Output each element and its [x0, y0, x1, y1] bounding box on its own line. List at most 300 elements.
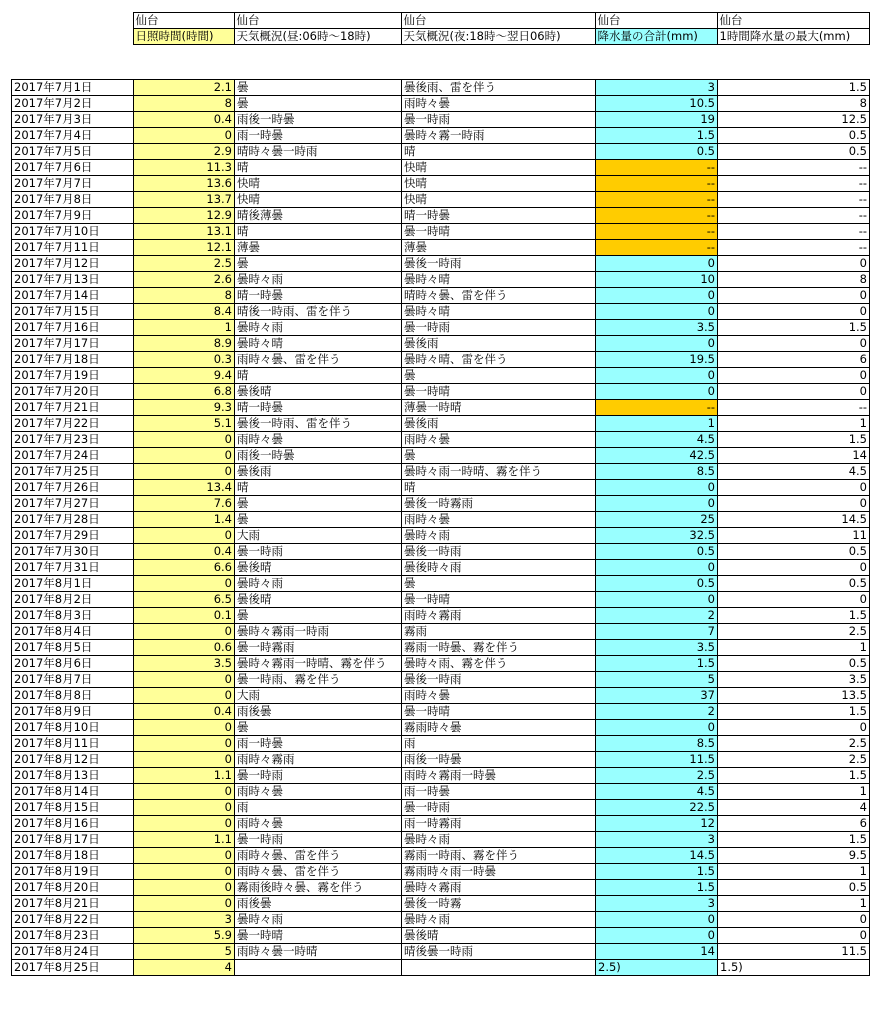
night-weather-cell: 雨時々霧雨一時曇: [402, 768, 596, 784]
day-weather-cell: 薄曇: [235, 240, 402, 256]
day-weather-cell: 晴: [235, 368, 402, 384]
day-weather-cell: 雨後曇: [235, 704, 402, 720]
night-weather-cell: 雨一時曇: [402, 784, 596, 800]
table-row: [12, 480, 870, 496]
precip-total-cell: 0: [596, 560, 718, 576]
precip-max-cell: 1: [718, 864, 870, 880]
precip-total-cell: 19.5: [596, 352, 718, 368]
night-weather-cell: 霧雨: [402, 624, 596, 640]
date-cell: 2017年8月12日: [12, 752, 134, 768]
table-row: [12, 464, 870, 480]
precip-max-cell: 3.5: [718, 672, 870, 688]
header-corner: [11, 13, 133, 29]
night-weather-cell: 曇後雨: [402, 336, 596, 352]
table-row: [12, 576, 870, 592]
precip-total-cell: 1.5: [596, 128, 718, 144]
precip-total-cell: 0: [596, 928, 718, 944]
date-cell: 2017年7月7日: [12, 176, 134, 192]
day-weather-cell: 晴: [235, 224, 402, 240]
sunshine-cell: 1.1: [134, 832, 235, 848]
date-cell: 2017年7月22日: [12, 416, 134, 432]
sunshine-cell: 7.6: [134, 496, 235, 512]
precip-max-cell: --: [718, 208, 870, 224]
table-row: [12, 304, 870, 320]
day-weather-cell: 曇後一時雨、雷を伴う: [235, 416, 402, 432]
header-day-weather: 天気概況(昼:06時〜18時): [234, 29, 401, 45]
table-row: [12, 960, 870, 976]
day-weather-cell: 雨一時曇: [235, 128, 402, 144]
precip-max-cell: 11: [718, 528, 870, 544]
precip-total-cell: 0: [596, 368, 718, 384]
table-row: [12, 240, 870, 256]
precip-total-cell: 22.5: [596, 800, 718, 816]
date-cell: 2017年8月11日: [12, 736, 134, 752]
precip-total-cell: 2: [596, 608, 718, 624]
table-row: [12, 688, 870, 704]
date-cell: 2017年8月24日: [12, 944, 134, 960]
sunshine-cell: 0: [134, 432, 235, 448]
precip-max-cell: 4: [718, 800, 870, 816]
precip-max-cell: 1.5: [718, 80, 870, 96]
table-row: [12, 448, 870, 464]
precip-total-cell: --: [596, 224, 718, 240]
sunshine-cell: 13.7: [134, 192, 235, 208]
precip-max-cell: 1: [718, 784, 870, 800]
table-row: [12, 592, 870, 608]
table-row: [12, 320, 870, 336]
night-weather-cell: 曇一時晴: [402, 384, 596, 400]
table-row: [12, 784, 870, 800]
precip-total-cell: 0: [596, 288, 718, 304]
night-weather-cell: 曇一時晴: [402, 224, 596, 240]
night-weather-cell: 晴一時曇: [402, 208, 596, 224]
day-weather-cell: 曇時々雨: [235, 576, 402, 592]
precip-total-cell: 3: [596, 896, 718, 912]
day-weather-cell: 曇: [235, 512, 402, 528]
sunshine-cell: 0.1: [134, 608, 235, 624]
sunshine-cell: 11.3: [134, 160, 235, 176]
sunshine-cell: 0: [134, 848, 235, 864]
sunshine-cell: 0: [134, 800, 235, 816]
sunshine-cell: 13.4: [134, 480, 235, 496]
date-cell: 2017年7月3日: [12, 112, 134, 128]
sunshine-cell: 8: [134, 96, 235, 112]
precip-max-cell: 2.5: [718, 752, 870, 768]
day-weather-cell: 雨時々曇: [235, 784, 402, 800]
precip-max-cell: 1: [718, 896, 870, 912]
day-weather-cell: 曇時々雨: [235, 272, 402, 288]
precip-max-cell: 8: [718, 272, 870, 288]
date-cell: 2017年8月13日: [12, 768, 134, 784]
night-weather-cell: 曇後一時雨: [402, 544, 596, 560]
day-weather-cell: 曇時々霧雨一時晴、霧を伴う: [235, 656, 402, 672]
sunshine-cell: 2.1: [134, 80, 235, 96]
table-row: [12, 192, 870, 208]
table-row: [12, 176, 870, 192]
table-row: [12, 352, 870, 368]
night-weather-cell: 雨時々曇: [402, 688, 596, 704]
night-weather-cell: 雨: [402, 736, 596, 752]
header-table: [11, 12, 870, 45]
precip-max-cell: 0: [718, 336, 870, 352]
table-row: [12, 816, 870, 832]
night-weather-cell: 霧雨一時雨、霧を伴う: [402, 848, 596, 864]
precip-total-cell: 14.5: [596, 848, 718, 864]
date-cell: 2017年7月25日: [12, 464, 134, 480]
date-cell: 2017年7月10日: [12, 224, 134, 240]
night-weather-cell: 薄曇一時晴: [402, 400, 596, 416]
date-cell: 2017年7月4日: [12, 128, 134, 144]
precip-total-cell: 5: [596, 672, 718, 688]
table-row: [12, 384, 870, 400]
precip-max-cell: 0: [718, 384, 870, 400]
day-weather-cell: 曇: [235, 96, 402, 112]
precip-total-cell: 3.5: [596, 320, 718, 336]
table-row: [12, 400, 870, 416]
date-cell: 2017年7月29日: [12, 528, 134, 544]
precip-max-cell: 4.5: [718, 464, 870, 480]
precip-max-cell: 1.5: [718, 608, 870, 624]
precip-total-cell: 0: [596, 480, 718, 496]
day-weather-cell: 雨後一時曇: [235, 112, 402, 128]
table-row: [12, 768, 870, 784]
night-weather-cell: 霧雨時々雨一時曇: [402, 864, 596, 880]
precip-total-cell: 42.5: [596, 448, 718, 464]
table-row: [12, 720, 870, 736]
precip-max-cell: --: [718, 192, 870, 208]
date-cell: 2017年8月18日: [12, 848, 134, 864]
table-row: [12, 880, 870, 896]
precip-total-cell: 0.5: [596, 544, 718, 560]
night-weather-cell: [402, 960, 596, 976]
day-weather-cell: 曇後晴: [235, 560, 402, 576]
table-row: [12, 848, 870, 864]
sunshine-cell: 0: [134, 784, 235, 800]
day-weather-cell: 晴一時曇: [235, 288, 402, 304]
header-station: 仙台: [133, 13, 234, 29]
sunshine-cell: 6.6: [134, 560, 235, 576]
precip-total-cell: 0: [596, 496, 718, 512]
table-row: [12, 416, 870, 432]
day-weather-cell: 雨時々曇、雷を伴う: [235, 352, 402, 368]
precip-max-cell: 14: [718, 448, 870, 464]
header-night-weather: 天気概況(夜:18時〜翌日06時): [401, 29, 595, 45]
table-row: [12, 800, 870, 816]
date-cell: 2017年8月16日: [12, 816, 134, 832]
day-weather-cell: 快晴: [235, 176, 402, 192]
precip-max-cell: 0.5: [718, 544, 870, 560]
sunshine-cell: 9.3: [134, 400, 235, 416]
day-weather-cell: 曇後雨: [235, 464, 402, 480]
night-weather-cell: 晴後曇一時雨: [402, 944, 596, 960]
date-cell: 2017年8月25日: [12, 960, 134, 976]
sunshine-cell: 6.5: [134, 592, 235, 608]
sunshine-cell: 2.5: [134, 256, 235, 272]
table-row: [12, 336, 870, 352]
date-cell: 2017年7月23日: [12, 432, 134, 448]
header-station: 仙台: [401, 13, 595, 29]
night-weather-cell: 曇時々晴: [402, 304, 596, 320]
table-row: [12, 288, 870, 304]
precip-total-cell: 7: [596, 624, 718, 640]
precip-total-cell: 0: [596, 256, 718, 272]
precip-max-cell: 6: [718, 816, 870, 832]
day-weather-cell: 晴後一時雨、雷を伴う: [235, 304, 402, 320]
night-weather-cell: 曇時々雨: [402, 832, 596, 848]
date-cell: 2017年8月23日: [12, 928, 134, 944]
precip-max-cell: 0: [718, 288, 870, 304]
precip-max-cell: 1.5: [718, 320, 870, 336]
header-column-row: [11, 29, 869, 45]
day-weather-cell: 雨時々曇、雷を伴う: [235, 848, 402, 864]
date-cell: 2017年7月26日: [12, 480, 134, 496]
precip-max-cell: 1: [718, 640, 870, 656]
precip-total-cell: 0: [596, 304, 718, 320]
precip-max-cell: 0.5: [718, 576, 870, 592]
precip-total-cell: --: [596, 208, 718, 224]
day-weather-cell: 曇一時晴: [235, 928, 402, 944]
day-weather-cell: 雨時々曇、雷を伴う: [235, 864, 402, 880]
precip-total-cell: 8.5: [596, 464, 718, 480]
table-row: [12, 608, 870, 624]
weather-data-body: [12, 80, 870, 976]
night-weather-cell: 曇時々雨、霧を伴う: [402, 656, 596, 672]
sunshine-cell: 0: [134, 464, 235, 480]
precip-max-cell: 1.5: [718, 704, 870, 720]
night-weather-cell: 曇後雨、雷を伴う: [402, 80, 596, 96]
precip-total-cell: 1.5: [596, 864, 718, 880]
precip-max-cell: 0.5: [718, 880, 870, 896]
precip-total-cell: 1.5: [596, 656, 718, 672]
date-cell: 2017年8月5日: [12, 640, 134, 656]
sunshine-cell: 0: [134, 528, 235, 544]
sunshine-cell: 4: [134, 960, 235, 976]
night-weather-cell: 曇時々雨: [402, 528, 596, 544]
night-weather-cell: 曇時々晴、雷を伴う: [402, 352, 596, 368]
date-cell: 2017年8月2日: [12, 592, 134, 608]
precip-total-cell: 32.5: [596, 528, 718, 544]
day-weather-cell: 雨時々曇一時晴: [235, 944, 402, 960]
precip-max-cell: 13.5: [718, 688, 870, 704]
sunshine-cell: 12.1: [134, 240, 235, 256]
header-station: 仙台: [717, 13, 869, 29]
precip-max-cell: 2.5: [718, 624, 870, 640]
night-weather-cell: 快晴: [402, 176, 596, 192]
table-row: [12, 80, 870, 96]
sunshine-cell: 13.1: [134, 224, 235, 240]
day-weather-cell: 雨一時曇: [235, 736, 402, 752]
sunshine-cell: 5: [134, 944, 235, 960]
table-row: [12, 368, 870, 384]
night-weather-cell: 曇: [402, 448, 596, 464]
day-weather-cell: 晴: [235, 160, 402, 176]
precip-total-cell: 4.5: [596, 432, 718, 448]
header-precip-max: 1時間降水量の最大(mm): [717, 29, 869, 45]
day-weather-cell: 雨後一時曇: [235, 448, 402, 464]
night-weather-cell: 曇後一時霧雨: [402, 496, 596, 512]
header-corner: [11, 29, 133, 45]
night-weather-cell: 曇一時晴: [402, 592, 596, 608]
date-cell: 2017年7月24日: [12, 448, 134, 464]
day-weather-cell: 曇一時雨、霧を伴う: [235, 672, 402, 688]
day-weather-cell: 曇: [235, 496, 402, 512]
precip-total-cell: 11.5: [596, 752, 718, 768]
header-station: 仙台: [234, 13, 401, 29]
date-cell: 2017年7月27日: [12, 496, 134, 512]
day-weather-cell: [235, 960, 402, 976]
night-weather-cell: 曇後一時雨: [402, 672, 596, 688]
night-weather-cell: 曇: [402, 368, 596, 384]
night-weather-cell: 薄曇: [402, 240, 596, 256]
table-row: [12, 560, 870, 576]
date-cell: 2017年8月17日: [12, 832, 134, 848]
precip-max-cell: 6: [718, 352, 870, 368]
sunshine-cell: 0.4: [134, 704, 235, 720]
precip-max-cell: --: [718, 240, 870, 256]
precip-total-cell: --: [596, 192, 718, 208]
precip-total-cell: 2.5): [596, 960, 718, 976]
night-weather-cell: 曇後時々雨: [402, 560, 596, 576]
date-cell: 2017年8月10日: [12, 720, 134, 736]
precip-total-cell: --: [596, 160, 718, 176]
date-cell: 2017年8月21日: [12, 896, 134, 912]
precip-total-cell: 37: [596, 688, 718, 704]
table-row: [12, 496, 870, 512]
precip-total-cell: 1.5: [596, 880, 718, 896]
day-weather-cell: 曇一時霧雨: [235, 640, 402, 656]
precip-total-cell: 0: [596, 592, 718, 608]
sunshine-cell: 3: [134, 912, 235, 928]
header-sunshine: 日照時間(時間): [133, 29, 234, 45]
precip-max-cell: 11.5: [718, 944, 870, 960]
table-row: [12, 144, 870, 160]
sunshine-cell: 0: [134, 688, 235, 704]
day-weather-cell: 雨後曇: [235, 896, 402, 912]
date-cell: 2017年8月15日: [12, 800, 134, 816]
day-weather-cell: 曇一時雨: [235, 832, 402, 848]
precip-max-cell: 14.5: [718, 512, 870, 528]
precip-max-cell: 1.5): [718, 960, 870, 976]
sunshine-cell: 2.9: [134, 144, 235, 160]
weather-data-table: [11, 79, 870, 976]
precip-max-cell: --: [718, 224, 870, 240]
table-row: [12, 928, 870, 944]
table-row: [12, 96, 870, 112]
date-cell: 2017年7月31日: [12, 560, 134, 576]
day-weather-cell: 曇時々霧雨一時雨: [235, 624, 402, 640]
date-cell: 2017年7月5日: [12, 144, 134, 160]
precip-total-cell: --: [596, 240, 718, 256]
sunshine-cell: 0: [134, 896, 235, 912]
sunshine-cell: 13.6: [134, 176, 235, 192]
day-weather-cell: 曇一時雨: [235, 544, 402, 560]
sunshine-cell: 0.6: [134, 640, 235, 656]
night-weather-cell: 曇一時晴: [402, 704, 596, 720]
precip-max-cell: 0: [718, 928, 870, 944]
day-weather-cell: 大雨: [235, 528, 402, 544]
day-weather-cell: 晴一時曇: [235, 400, 402, 416]
table-row: [12, 112, 870, 128]
date-cell: 2017年8月1日: [12, 576, 134, 592]
precip-max-cell: 2.5: [718, 736, 870, 752]
sunshine-cell: 0: [134, 448, 235, 464]
day-weather-cell: 曇一時雨: [235, 768, 402, 784]
night-weather-cell: 曇時々雨: [402, 912, 596, 928]
night-weather-cell: 雨時々曇: [402, 512, 596, 528]
sunshine-cell: 12.9: [134, 208, 235, 224]
day-weather-cell: 大雨: [235, 688, 402, 704]
day-weather-cell: 晴時々曇一時雨: [235, 144, 402, 160]
date-cell: 2017年8月3日: [12, 608, 134, 624]
table-row: [12, 160, 870, 176]
sunshine-cell: 5.1: [134, 416, 235, 432]
precip-max-cell: 8: [718, 96, 870, 112]
sunshine-cell: 0: [134, 880, 235, 896]
night-weather-cell: 雨後一時曇: [402, 752, 596, 768]
table-row: [12, 736, 870, 752]
table-row: [12, 432, 870, 448]
precip-max-cell: 0: [718, 592, 870, 608]
date-cell: 2017年8月4日: [12, 624, 134, 640]
night-weather-cell: 晴時々曇、雷を伴う: [402, 288, 596, 304]
table-row: [12, 224, 870, 240]
day-weather-cell: 雨: [235, 800, 402, 816]
table-row: [12, 272, 870, 288]
sunshine-cell: 5.9: [134, 928, 235, 944]
table-row: [12, 896, 870, 912]
day-weather-cell: 曇後晴: [235, 592, 402, 608]
sunshine-cell: 0: [134, 736, 235, 752]
precip-max-cell: 0: [718, 720, 870, 736]
sunshine-cell: 0: [134, 816, 235, 832]
day-weather-cell: 曇時々雨: [235, 912, 402, 928]
precip-max-cell: 0: [718, 480, 870, 496]
sunshine-cell: 1.4: [134, 512, 235, 528]
night-weather-cell: 曇一時雨: [402, 320, 596, 336]
night-weather-cell: 霧雨時々曇: [402, 720, 596, 736]
precip-total-cell: 0: [596, 384, 718, 400]
night-weather-cell: 曇後雨: [402, 416, 596, 432]
sunshine-cell: 2.6: [134, 272, 235, 288]
precip-total-cell: 19: [596, 112, 718, 128]
date-cell: 2017年7月11日: [12, 240, 134, 256]
precip-total-cell: 8.5: [596, 736, 718, 752]
sunshine-cell: 8.4: [134, 304, 235, 320]
date-cell: 2017年7月6日: [12, 160, 134, 176]
precip-total-cell: 2.5: [596, 768, 718, 784]
night-weather-cell: 曇後一時霧: [402, 896, 596, 912]
precip-total-cell: 4.5: [596, 784, 718, 800]
date-cell: 2017年7月21日: [12, 400, 134, 416]
table-row: [12, 128, 870, 144]
table-row: [12, 208, 870, 224]
sunshine-cell: 0.4: [134, 544, 235, 560]
table-row: [12, 656, 870, 672]
sunshine-cell: 0.4: [134, 112, 235, 128]
table-row: [12, 624, 870, 640]
precip-max-cell: 0: [718, 256, 870, 272]
night-weather-cell: 曇時々雨一時晴、霧を伴う: [402, 464, 596, 480]
table-row: [12, 672, 870, 688]
table-row: [12, 528, 870, 544]
date-cell: 2017年7月12日: [12, 256, 134, 272]
night-weather-cell: 曇時々晴: [402, 272, 596, 288]
precip-total-cell: --: [596, 176, 718, 192]
sunshine-cell: 6.8: [134, 384, 235, 400]
night-weather-cell: 曇一時雨: [402, 800, 596, 816]
sunshine-cell: 1: [134, 320, 235, 336]
day-weather-cell: 雨時々曇: [235, 816, 402, 832]
